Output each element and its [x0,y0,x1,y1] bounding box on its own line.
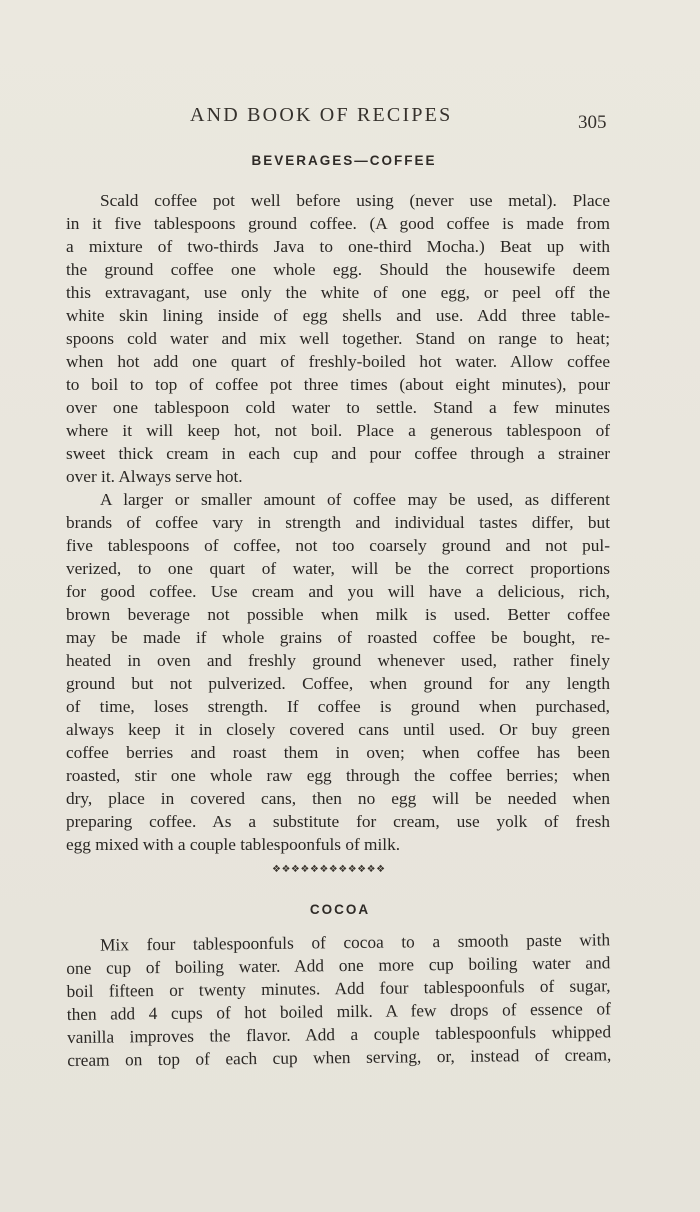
text-line: white skin lining inside of egg shells and use. Add three table- [66,306,610,325]
text-line: always keep it in closely covered cans until used. Or buy green [66,720,610,739]
text-line: Scald coffee pot well before using (never use metal). Place [100,191,610,210]
text-line: may be made if whole grains of roasted coffee be bought, re- [66,628,610,647]
text-line: for good coffee. Use cream and you will have a delicious, rich, [66,582,610,601]
section-title-coffee: BEVERAGES—COFFEE [251,153,437,168]
text-line: heated in oven and freshly ground whenever used, rather finely [66,651,610,670]
running-title: AND BOOK OF RECIPES [190,104,453,126]
text-line: over one tablespoon cold water to settle. Stand a few minutes [66,398,610,417]
text-line: brands of coffee vary in strength and individual tastes differ, but [66,513,610,532]
text-line: sweet thick cream in each cup and pour coffee through a strainer [66,444,610,463]
section-title-cocoa: COCOA [309,902,371,917]
text-line: dry, place in covered cans, then no egg will be needed when [66,789,610,808]
text-line: vanilla improves the flavor. Add a couple tablespoonfuls whipped [66,1022,612,1047]
text-line: verized, to one quart of water, will be the correct proportions [66,559,610,578]
text-line: boil fifteen or twenty minutes. Add four tablespoonfuls of sugar, [66,976,611,1001]
text-line: one cup of boiling water. Add one more cup boiling water and [66,953,611,978]
text-line: preparing coffee. As a substitute for cream, use yolk of fresh [66,812,610,831]
page-number: 305 [578,112,607,133]
text-line: coffee berries and roast them in oven; when coffee has been [66,743,610,762]
text-line: then add 4 cups of hot boiled milk. A few drops of essence of [66,999,611,1024]
text-line: over it. Always serve hot. [66,467,243,486]
ornament-divider: ❖❖❖❖❖❖❖❖❖❖❖❖ [272,864,386,875]
text-line: brown beverage not possible when milk is used. Better coffee [66,605,610,624]
text-line: when hot add one quart of freshly-boiled hot water. Allow coffee [66,352,610,371]
text-line: the ground coffee one whole egg. Should the housewife deem [66,260,610,279]
text-line: five tablespoons of coffee, not too coarsely ground and not pul- [66,536,610,555]
cocoa-text [66,929,612,1070]
text-line: roasted, stir one whole raw egg through the coffee berries; when [66,766,610,785]
text-line: ground but not pulverized. Coffee, when ground for any length [66,674,610,693]
text-line: to boil to top of coffee pot three times (about eight minutes), pour [66,375,610,394]
text-line: in it five tablespoons ground coffee. (A good coffee is made from [66,214,610,233]
text-line: egg mixed with a couple tablespoonfuls of milk. [66,835,401,854]
text-line: spoons cold water and mix well together. Stand on range to heat; [66,329,610,348]
text-line: cream on top of each cup when serving, or, instead of cream, [67,1045,612,1070]
text-line: A larger or smaller amount of coffee may be used, as different [100,490,610,509]
text-line: of time, loses strength. If coffee is ground when purchased, [66,697,610,716]
text-line: Mix four tablespoonfuls of cocoa to a smooth paste with [100,930,611,955]
text-line: this extravagant, use only the white of one egg, or peel off the [66,283,610,302]
text-line: a mixture of two-thirds Java to one-third Mocha.) Beat up with [66,237,610,256]
text-line: where it will keep hot, not boil. Place a generous tablespoon of [66,421,610,440]
